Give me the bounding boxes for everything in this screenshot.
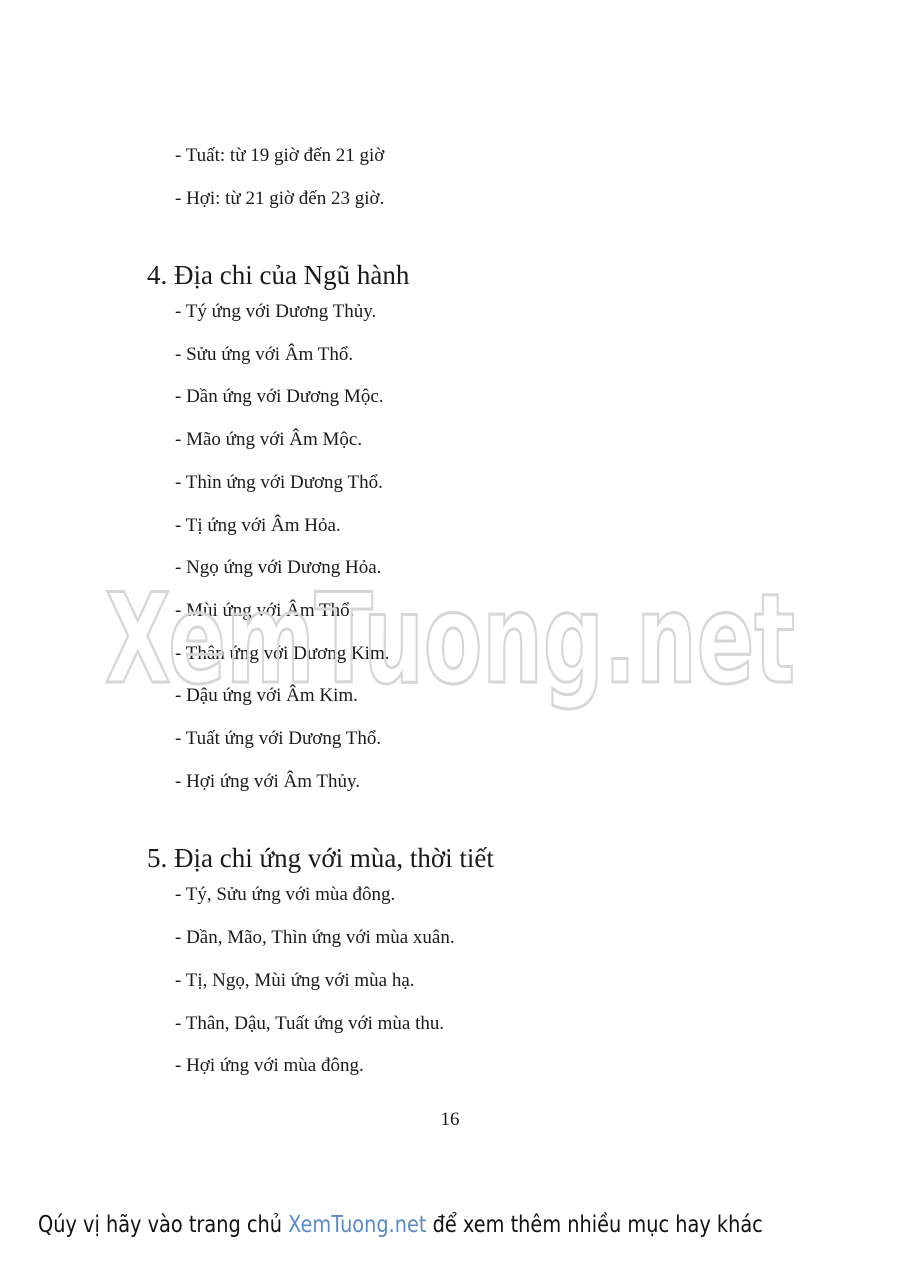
section-4-item: - Tuất ứng với Dương Thổ. <box>175 728 382 749</box>
intro-line: - Tuất: từ 19 giờ đến 21 giờ <box>175 145 385 166</box>
section-4-item: - Thân ứng với Dương Kim. <box>175 643 390 664</box>
section-5-item: - Dần, Mão, Thìn ứng với mùa xuân. <box>175 927 455 948</box>
section-5-item: - Tý, Sửu ứng với mùa đông. <box>175 884 396 905</box>
section-4-item: - Hợi ứng với Âm Thủy. <box>175 771 361 792</box>
page-number: 16 <box>440 1109 460 1130</box>
section-4-item: - Dậu ứng với Âm Kim. <box>175 685 358 706</box>
section-5-item: - Hợi ứng với mùa đông. <box>175 1055 364 1076</box>
section-4-item: - Sửu ứng với Âm Thổ. <box>175 344 354 365</box>
section-5-item: - Tị, Ngọ, Mùi ứng với mùa hạ. <box>175 970 415 991</box>
section-5-heading: 5. Địa chi ứng với mùa, thời tiết <box>147 843 494 873</box>
footer-text-before: Qúy vị hãy vào trang chủ <box>38 1212 289 1238</box>
footer-site-link[interactable]: XemTuong.net <box>288 1212 427 1238</box>
section-4-heading: 4. Địa chi của Ngũ hành <box>147 260 410 290</box>
section-4-item: - Dần ứng với Dương Mộc. <box>175 386 384 407</box>
intro-line: - Hợi: từ 21 giờ đến 23 giờ. <box>175 188 385 209</box>
section-4-item: - Tị ứng với Âm Hỏa. <box>175 515 341 536</box>
watermark-text: XemTuong.net <box>105 568 795 712</box>
section-4-item: - Thìn ứng với Dương Thổ. <box>175 472 383 493</box>
section-4-item: - Ngọ ứng với Dương Hỏa. <box>175 557 382 578</box>
section-4-item: - Mão ứng với Âm Mộc. <box>175 429 363 450</box>
footer-note <box>38 1214 763 1237</box>
section-4-item: - Mùi ứng với Âm Thổ. <box>175 600 355 621</box>
section-4-item: - Tý ứng với Dương Thủy. <box>175 301 377 322</box>
section-5-item: - Thân, Dậu, Tuất ứng với mùa thu. <box>175 1013 445 1034</box>
footer-text-after: để xem thêm nhiều mục hay khác <box>426 1212 763 1238</box>
